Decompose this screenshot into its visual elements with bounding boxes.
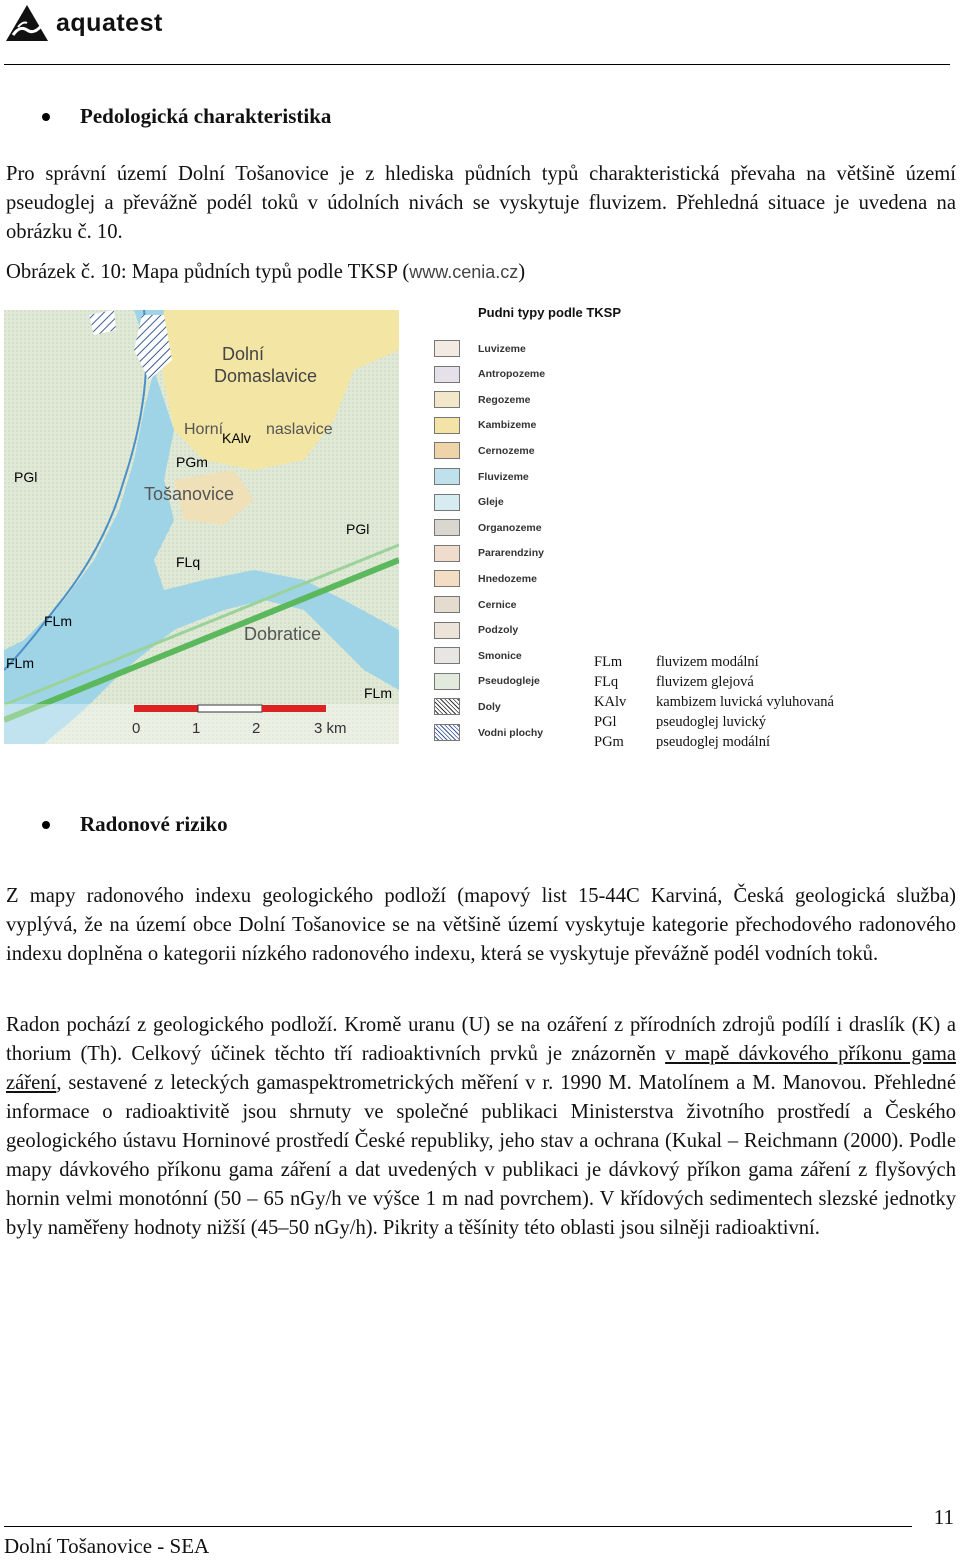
scale-segment-2 bbox=[198, 705, 262, 712]
abbreviation-row bbox=[594, 692, 834, 712]
legend-item bbox=[434, 442, 535, 459]
legend-label: Vodni plochy bbox=[478, 726, 544, 739]
pedology-paragraph: Pro správní území Dolní Tošanovice je z hlediska půdních typů charakteristická převaha na většině území pseudoglej a převážně podél toků v údolních nivách se vyskytuje fluvizem. Přehledná situace je uvedena na obrázku č. 10. bbox=[6, 163, 956, 243]
section-heading-pedology bbox=[0, 104, 331, 129]
logo-mark-icon bbox=[4, 3, 50, 43]
radon-paragraph-2-end: , sestavené z leteckých gamaspektrometrických měření v r. 1990 M. Matolínem a M. Manovou. Přehledné informace o radioaktivitě jsou shrnuty ve společné publikaci Ministerstva životního prostředí a Českého geologického ústavu Horninové prostředí České republiky, jeho stav a ochrana (Kukal – Reichmann (2000). Podle mapy dávkového příkonu gama záření a dat uvedených v publikaci je dávkový příkon gama záření z flyšových hornin velmi monotónní (50 – 65 nGy/h ve výšce 1 m nad povrchem). V křídových sedimentech slezské jednotky byly naměřeny hodnoty nižší (45–50 nGy/h). Pikrity a těšínity této oblasti jsou silněji radioaktivní. bbox=[6, 1072, 956, 1239]
footer-divider bbox=[4, 1526, 912, 1527]
legend-swatch bbox=[434, 494, 460, 511]
caption-text: Obrázek č. 10: Mapa půdních typů podle TKSP ( bbox=[6, 261, 410, 283]
caption-url-link[interactable]: www.cenia.cz bbox=[409, 262, 519, 282]
company-logo bbox=[4, 2, 163, 44]
abbreviation-meaning: pseudoglej luvický bbox=[656, 714, 766, 730]
map-label-dobratice: Dobratice bbox=[244, 624, 322, 644]
scale-label-0: 0 bbox=[132, 720, 141, 737]
abbreviation-code: FLm bbox=[594, 654, 623, 670]
legend-label: Smonice bbox=[478, 649, 522, 662]
scale-segment-1 bbox=[134, 705, 198, 712]
legend-swatch bbox=[434, 340, 460, 357]
abbreviation-meaning: pseudoglej modální bbox=[656, 734, 770, 750]
scale-label-2: 2 bbox=[252, 720, 261, 737]
abbreviation-code: PGm bbox=[594, 734, 624, 750]
legend-swatch bbox=[434, 468, 460, 485]
legend-item bbox=[434, 673, 540, 690]
abbreviation-table bbox=[594, 652, 834, 752]
map-label-flq: FLq bbox=[176, 554, 201, 570]
abbreviation-code: FLq bbox=[594, 674, 619, 690]
abbreviation-meaning: kambizem luvická vyluhovaná bbox=[656, 694, 834, 710]
legend-item bbox=[434, 698, 501, 715]
legend-label: Luvizeme bbox=[478, 342, 526, 355]
page-number: 11 bbox=[933, 1505, 954, 1529]
abbreviation-row bbox=[594, 652, 834, 672]
legend-item bbox=[434, 391, 531, 408]
map-label-horni: Horní bbox=[184, 421, 224, 438]
logo-text: aquatest bbox=[56, 8, 163, 37]
legend-item bbox=[434, 340, 526, 357]
map-label-dolni: Dolní bbox=[222, 344, 265, 364]
abbreviation-meaning: fluvizem glejová bbox=[656, 674, 754, 690]
legend-item bbox=[434, 622, 518, 639]
legend-swatch bbox=[434, 442, 460, 459]
radon-paragraph-1: Z mapy radonového indexu geologického podloží (mapový list 15-44C Karviná, Česká geologická služba) vyplývá, že na území obce Dolní Tošanovice se na většině území vyskytuje kategorie přechodového radonového indexu doplněna o kategorii nízkého radonového indexu, která se vyskytuje převážně podél vodních toků. bbox=[6, 885, 956, 965]
map-label-flm-3: FLm bbox=[364, 685, 392, 701]
legend-label: Regozeme bbox=[478, 393, 531, 406]
radon-paragraph-2 bbox=[6, 1011, 956, 1243]
legend-item bbox=[434, 366, 545, 383]
legend-item bbox=[434, 596, 517, 613]
scale-label-1: 1 bbox=[192, 720, 201, 737]
legend-swatch bbox=[434, 417, 460, 434]
legend-swatch bbox=[434, 622, 460, 639]
header-divider bbox=[4, 64, 950, 65]
caption-end: ) bbox=[518, 261, 526, 283]
map-label-domaslavice: Domaslavice bbox=[214, 366, 318, 386]
legend-item bbox=[434, 545, 544, 562]
legend-swatch bbox=[434, 698, 460, 715]
legend-label: Podzoly bbox=[478, 624, 519, 637]
bullet-icon bbox=[42, 821, 50, 829]
legend-swatch bbox=[434, 647, 460, 664]
legend-swatch bbox=[434, 366, 460, 383]
abbreviation-code: KAlv bbox=[594, 694, 627, 710]
legend-label: Organozeme bbox=[478, 521, 542, 534]
radon-heading-text: Radonové riziko bbox=[80, 812, 228, 836]
map-label-pgl-left: PGl bbox=[14, 469, 38, 485]
legend-swatch bbox=[434, 545, 460, 562]
legend-item bbox=[434, 494, 504, 511]
legend-label: Doly bbox=[478, 700, 501, 713]
gamma-map-link[interactable]: v mapě dávkového příkonu gama záření bbox=[6, 1043, 956, 1094]
legend-swatch bbox=[434, 673, 460, 690]
legend-label: Cernozeme bbox=[478, 444, 535, 457]
legend-item bbox=[434, 417, 536, 434]
map-label-pgl-right: PGl bbox=[346, 521, 370, 537]
legend-swatch bbox=[434, 724, 460, 741]
legend-label: Fluvizeme bbox=[478, 470, 529, 483]
legend-item bbox=[434, 570, 537, 587]
legend-label: Pseudogleje bbox=[478, 675, 540, 688]
legend-label: Hnedozeme bbox=[478, 572, 537, 585]
radon-paragraph-2-start: Radon pochází z geologického podloží. Kromě uranu (U) se na ozáření z přírodních zdrojů podílí i draslík (K) a thorium (Th). Celkový účinek těchto tří radioaktivních prvků je znázorněn bbox=[6, 1014, 956, 1065]
legend-item bbox=[434, 468, 529, 485]
legend-label: Antropozeme bbox=[478, 368, 546, 381]
footer-text: Dolní Tošanovice - SEA bbox=[4, 1534, 210, 1558]
legend-swatch bbox=[434, 391, 460, 408]
figure-caption bbox=[6, 261, 525, 284]
scale-segment-3 bbox=[262, 705, 326, 712]
map-label-pgm: PGm bbox=[176, 454, 208, 470]
bullet-icon bbox=[42, 113, 50, 121]
legend-item bbox=[434, 519, 542, 536]
legend-label: Gleje bbox=[478, 496, 504, 509]
map-label-flm-2: FLm bbox=[6, 655, 34, 671]
legend-label: Pararendziny bbox=[478, 547, 544, 560]
map-label-naslavice: naslavice bbox=[266, 421, 333, 438]
abbreviation-row bbox=[594, 672, 834, 692]
legend-swatch bbox=[434, 596, 460, 613]
legend-item bbox=[434, 647, 522, 664]
legend-item bbox=[434, 724, 543, 741]
legend-swatch bbox=[434, 570, 460, 587]
map-label-tosanovice: Tošanovice bbox=[144, 484, 235, 504]
abbreviation-row bbox=[594, 712, 834, 732]
abbreviation-meaning: fluvizem modální bbox=[656, 654, 759, 670]
legend-label: Kambizeme bbox=[478, 419, 537, 432]
abbreviation-row bbox=[594, 732, 834, 752]
map-label-flm-1: FLm bbox=[44, 613, 72, 629]
legend-swatch bbox=[434, 519, 460, 536]
legend-title: Pudni typy podle TKSP bbox=[478, 305, 622, 320]
map-label-kalv: KAlv bbox=[222, 430, 251, 446]
section-heading-radon bbox=[0, 812, 228, 837]
scale-label-3km: 3 km bbox=[314, 720, 347, 737]
legend-label: Cernice bbox=[478, 598, 517, 611]
soil-map bbox=[4, 310, 399, 744]
abbreviation-code: PGl bbox=[594, 714, 617, 730]
pedology-heading-text: Pedologická charakteristika bbox=[80, 104, 332, 128]
